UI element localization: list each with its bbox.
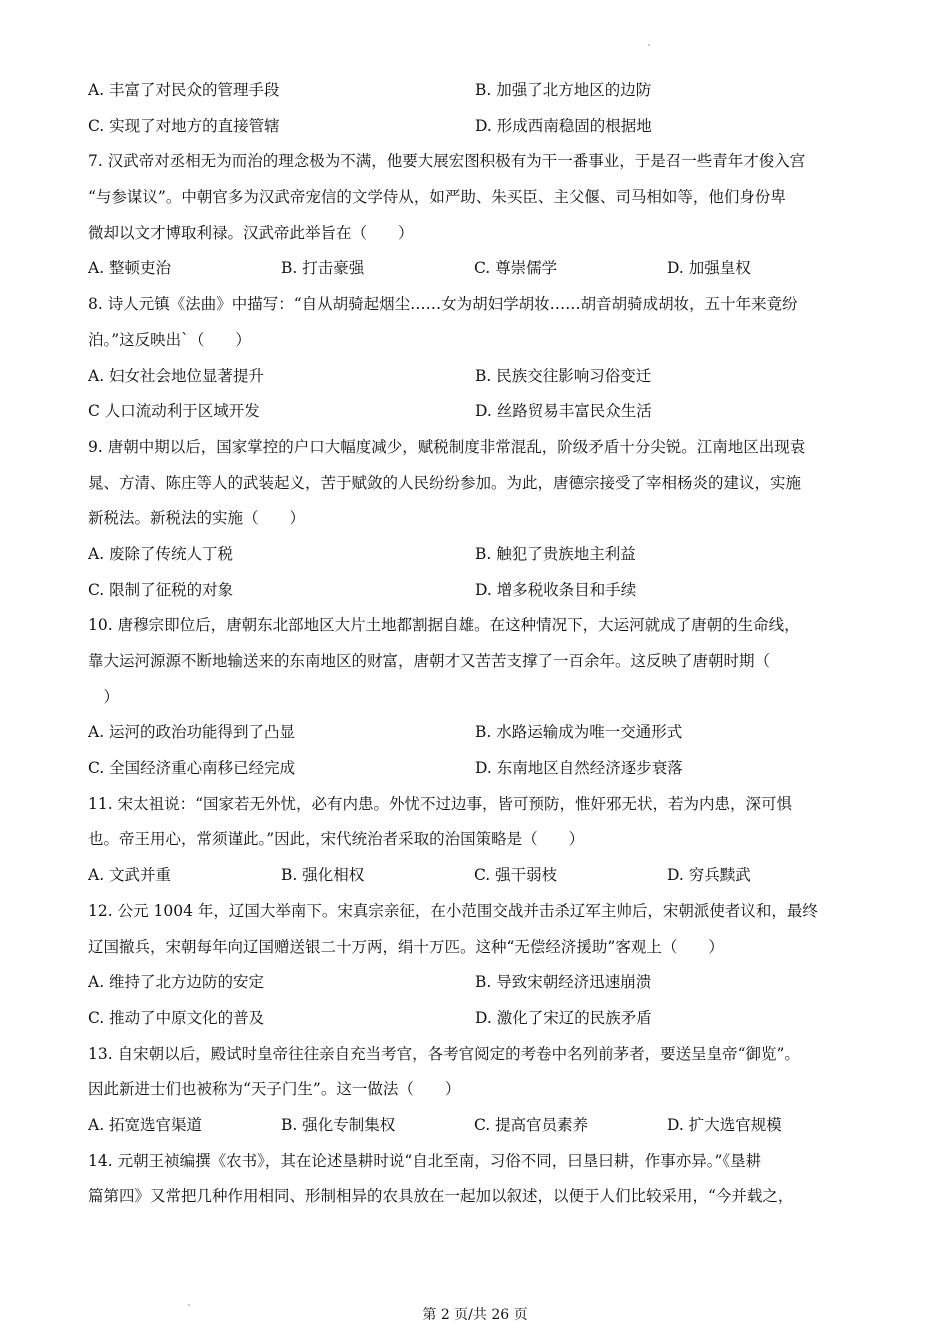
answer-option: C. 全国经济重心南移已经完成 <box>88 759 296 778</box>
answer-option: B. 水路运输成为唯一交通形式 <box>475 723 683 742</box>
question-text-line: 9. 唐朝中期以后，国家掌控的户口大幅度减少，赋税制度非常混乱，阶级矛盾十分尖锐。江南地区出现袁 <box>88 437 806 456</box>
answer-options-row <box>88 1001 862 1037</box>
answer-option: C. 限制了征税的对象 <box>88 580 234 599</box>
question-text-line: 14. 元朝王祯编撰《农书》，其在论述垦耕时说“自北至南，习俗不同，曰垦曰耕，作事亦异。”《垦耕 <box>88 1151 762 1170</box>
answer-option: D. 增多税收条目和手续 <box>475 580 637 599</box>
question-text-line: 辽国撤兵，宋朝每年向辽国赠送银二十万两，绢十万匹。这种“无偿经济援助”客观上（ ） <box>88 937 724 956</box>
answer-options-row <box>88 573 862 609</box>
answer-option: C 人口流动利于区域开发 <box>88 402 260 421</box>
answer-options-row <box>88 537 862 573</box>
answer-option: C. 尊崇儒学 <box>474 259 558 278</box>
question-text-line: 靠大运河源源不断地输送来的东南地区的财富，唐朝才又苦苦支撑了一百余年。这反映了唐朝时期（ <box>88 652 771 670</box>
answer-options-row <box>88 359 862 395</box>
answer-option: B. 强化相权 <box>281 866 365 885</box>
answer-options-row <box>88 251 862 287</box>
answer-options-row <box>88 965 862 1001</box>
answer-options-row <box>88 751 862 787</box>
scan-speck <box>188 1304 190 1306</box>
answer-option: C. 推动了中原文化的普及 <box>88 1008 265 1027</box>
answer-options-row <box>88 1108 862 1144</box>
scan-speck <box>648 44 650 46</box>
answer-option: C. 实现了对地方的直接管辖 <box>88 116 280 135</box>
question-text-line: 7. 汉武帝对丞相无为而治的理念极为不满，他要大展宏图积极有为干一番事业，于是召一些青年才俊入宫 <box>88 152 806 171</box>
document-body <box>88 73 862 1215</box>
question-text-line: “与参谋议”。中朝官多为汉武帝宠信的文学侍从，如严助、朱买臣、主父偃、司马相如等，他们身份卑 <box>88 188 786 207</box>
answer-option: C. 提高官员素养 <box>474 1115 589 1134</box>
question-text-line: 11. 宋太祖说：“国家若无外忧，必有内患。外忧不过边事，皆可预防，惟奸邪无状，若为内患，深可惧 <box>88 794 793 813</box>
page-footer: 第 2 页/共 26 页 <box>422 1307 528 1323</box>
question-text-line: 泊。”这反映出`（ ） <box>88 330 251 349</box>
answer-option: B. 民族交往影响习俗变迁 <box>475 366 652 385</box>
answer-option: A. 文武并重 <box>88 866 172 885</box>
question-text-line: 12. 公元 1004 年，辽国大举南下。宋真宗亲征，在小范围交战并击杀辽军主帅后，宋朝派使者议和，最终 <box>88 901 818 920</box>
answer-option: B. 导致宋朝经济迅速崩溃 <box>475 973 652 992</box>
answer-options-row <box>88 73 862 109</box>
answer-option: D. 穷兵黩武 <box>667 866 751 885</box>
answer-option: D. 扩大选官规模 <box>667 1115 782 1134</box>
answer-option: B. 触犯了贵族地主利益 <box>475 544 636 563</box>
answer-option: A. 运河的政治功能得到了凸显 <box>88 723 296 742</box>
question-text-line: 篇第四》又常把几种作用相同、形制相异的农具放在一起加以叙述，以便于人们比较采用，“今并载之， <box>88 1187 794 1206</box>
question-text-line: ） <box>88 687 120 706</box>
answer-option: B. 强化专制集权 <box>281 1115 396 1134</box>
answer-option: A. 丰富了对民众的管理手段 <box>88 81 280 99</box>
answer-option: A. 维持了北方边防的安定 <box>88 973 265 992</box>
question-text-line: 也。帝王用心，常须谨此。”因此，宋代统治者采取的治国策略是（ ） <box>88 830 585 849</box>
answer-option: D. 加强皇权 <box>667 259 751 278</box>
answer-option: C. 强干弱枝 <box>474 866 558 885</box>
answer-option: A. 妇女社会地位显著提升 <box>88 366 265 385</box>
answer-option: A. 整顿吏治 <box>88 259 172 278</box>
answer-option: A. 废除了传统人丁税 <box>88 544 234 563</box>
answer-option: B. 加强了北方地区的边防 <box>475 81 652 99</box>
answer-options-row <box>88 858 862 894</box>
question-text-line: 10. 唐穆宗即位后，唐朝东北部地区大片土地都割据自雄。在这种情况下，大运河就成了唐朝的生命线， <box>88 616 800 635</box>
question-text-line: 13. 自宋朝以后，殿试时皇帝往往亲自充当考官，各考官阅定的考卷中名列前茅者，要送呈皇帝“御览”。 <box>88 1044 800 1063</box>
answer-options-row <box>88 715 862 751</box>
answer-options-row <box>88 109 862 145</box>
answer-option: D. 形成西南稳固的根据地 <box>475 116 652 135</box>
question-text-line: 新税法。新税法的实施（ ） <box>88 509 306 528</box>
question-text-line: 因此新进士们也被称为“天子门生”。这一做法（ ） <box>88 1080 461 1099</box>
answer-option: D. 丝路贸易丰富民众生活 <box>475 402 652 421</box>
answer-option: B. 打击豪强 <box>281 259 365 278</box>
question-text-line: 8. 诗人元镇《法曲》中描写：“自从胡骑起烟尘……女为胡妇学胡妆……胡音胡骑成胡妆，五十年来竟纷 <box>88 295 798 314</box>
question-text-line: 晁、方清、陈庄等人的武装起义，苦于赋敛的人民纷纷参加。为此，唐德宗接受了宰相杨炎的建议，实施 <box>88 473 802 492</box>
answer-options-row <box>88 394 862 430</box>
answer-option: D. 激化了宋辽的民族矛盾 <box>475 1008 652 1027</box>
answer-option: D. 东南地区自然经济逐步衰落 <box>475 759 683 778</box>
answer-option: A. 拓宽选官渠道 <box>88 1115 203 1134</box>
question-text-line: 微却以文才博取利禄。汉武帝此举旨在（ ） <box>88 223 414 242</box>
